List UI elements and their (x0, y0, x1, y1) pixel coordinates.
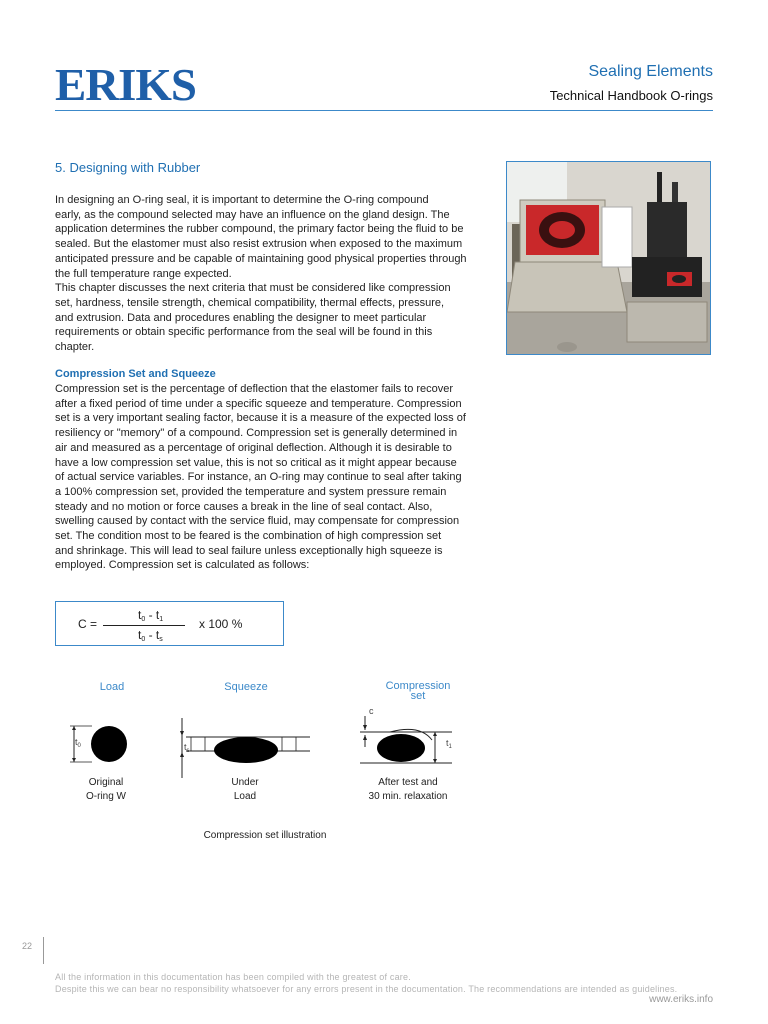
intro-line: set, hardness, tensile strength, chemical compatibility, thermal effects, pressure, (55, 296, 445, 309)
formula-lhs: C = (78, 617, 98, 631)
intro-line: application determines the rubber compound, the primary factor being the fluid to be (55, 223, 464, 236)
formula-denominator: $t_0 - t_s$ (138, 628, 163, 643)
footer-disclaimer-line2: Despite this we can bear no responsibility whatsoever for any errors present in the documentation. The recommendations are intended as guidelines. (55, 984, 678, 994)
page-number: 22 (22, 941, 33, 951)
body-line: set. The condition most to be feared is the combination of high compression set (55, 530, 442, 543)
body-line: steady and no motion or force causes a break in the line of seal contact. Also, (55, 500, 433, 513)
intro-line: and extrusion. Data and procedures enabling the designer to meet particular (55, 311, 427, 324)
body-line: of actual service variables. For instance, an O-ring may continue to seal after taking (55, 471, 462, 484)
squeezed-oring (180, 718, 310, 778)
symbol-t1: $t_1$ (446, 738, 452, 750)
intro-line: In designing an O-ring seal, it is important to determine the O-ring compound (55, 194, 429, 206)
intro-line: This chapter discusses the next criteria that must be considered like compression (55, 282, 451, 295)
body-line: employed. Compression set is calculated as follows: (55, 559, 310, 572)
intro-line: requirements or obtain specific performance from the seal will be found in this (55, 326, 433, 339)
footer-disclaimer-line1: All the information in this documentation has been compiled with the greatest of care. (55, 972, 411, 982)
formula-rhs: x 100 % (199, 617, 243, 631)
relaxed-oring (360, 716, 452, 763)
intro-line: sealed. But the elastomer must also resist extrusion when exposed to the maximum (55, 238, 463, 251)
body-line: and shrinkage. This will lead to seal failure unless exceptionally high squeeze is (55, 544, 443, 557)
header-divider (55, 110, 713, 111)
compression-set-paragraph (55, 382, 480, 573)
compression-set-diagram (60, 700, 480, 780)
intro-line: anticipated pressure and be capable of maintaining good physical properties through (55, 252, 467, 265)
body-line: resiliency or "memory" of a compound. Compression set is generally determined in (55, 427, 458, 440)
subheading-compression-set: Compression Set and Squeeze (55, 368, 216, 380)
body-line: air and measured as a percentage of original deflection. Although it is desirable to (55, 441, 452, 454)
body-line: a 100% compression set, provided the temperature and system pressure remain (55, 485, 447, 498)
intro-line: chapter. (55, 341, 95, 354)
body-line: have a low compression set value, this is not so critical as it might appear because (55, 456, 457, 469)
intro-line: early, as the compound selected may have an influence on the gland design. The (55, 208, 450, 221)
caption-original: Original O-ring W (86, 777, 126, 802)
caption-under-load: Under Load (231, 777, 259, 802)
footer-url: www.eriks.info (649, 994, 713, 1005)
symbol-ts: $t_s$ (184, 742, 190, 754)
eriks-logo: ERIKS (55, 59, 196, 110)
fraction-bar (103, 625, 185, 626)
caption-after-test: After test and 30 min. relaxation (368, 777, 448, 802)
header-subtitle: Technical Handbook O-rings (549, 88, 713, 103)
page-number-divider (43, 937, 44, 964)
compression-set-formula (55, 601, 284, 646)
intro-line: the full temperature range expected. (55, 267, 232, 280)
label-squeeze: Squeeze (224, 681, 268, 693)
section-title: 5. Designing with Rubber (55, 160, 201, 175)
illustration-title: Compression set illustration (203, 830, 327, 841)
header-title: Sealing Elements (588, 63, 713, 80)
microscope-photo (506, 161, 711, 355)
body-line: swelling caused by contact with the service fluid, may compensate for compression (55, 515, 460, 528)
formula-numerator: $t_0 - t_1$ (138, 608, 164, 623)
intro-paragraph (55, 193, 480, 355)
symbol-t0: $t_0$ (75, 737, 81, 749)
body-line: set is a very important sealing factor, because it is a measure of the expected loss of (55, 412, 466, 425)
symbol-c: c (369, 706, 374, 716)
label-load: Load (99, 681, 125, 693)
body-line: after a fixed period of time under a specific squeeze and temperature. Compression (55, 397, 462, 410)
label-compression-set: Compression set (385, 680, 451, 702)
body-line: Compression set is the percentage of deflection that the elastomer fails to recover (55, 383, 454, 395)
